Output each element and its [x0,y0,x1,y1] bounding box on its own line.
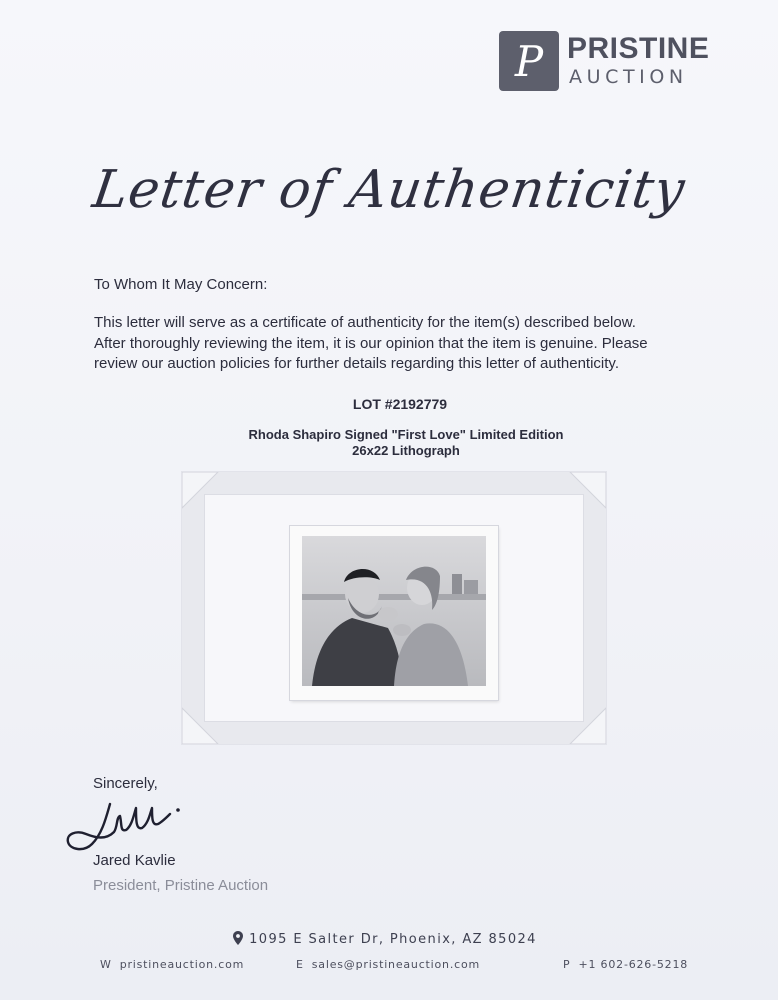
body-line: review our auction policies for further details regarding this letter of authenticity. [94,355,619,372]
email-label: E [296,958,304,971]
pristine-auction-logo [499,31,739,93]
logo-word-auction: AUCTION [569,66,688,88]
signer-name: Jared Kavlie [93,852,176,869]
footer-email[interactable] [296,958,480,971]
phone-text: +1 602-626-5218 [578,958,689,971]
footer-phone[interactable] [563,958,688,971]
website-text: pristineauction.com [119,958,245,971]
corner-protector [182,704,222,744]
corner-protector [182,472,222,512]
footer-address [0,931,770,947]
corner-protector [566,472,606,512]
location-pin-icon [233,931,243,945]
item-description [0,427,778,459]
footer-website[interactable] [100,958,244,971]
letter-body [94,313,704,375]
signer-title: President, Pristine Auction [93,877,269,894]
website-label: W [100,958,112,971]
lithograph-image [302,536,486,686]
corner-protector [566,704,606,744]
salutation: To Whom It May Concern: [94,276,268,293]
address-text: 1095 E Salter Dr, Phoenix, AZ 85024 [249,932,537,947]
item-line: 26x22 Lithograph [352,443,460,458]
body-line: This letter will serve as a certificate of authenticity for the item(s) described below. [94,314,636,331]
logo-word-pristine: PRISTINE [567,32,710,65]
svg-text:P: P [514,37,544,86]
logo-monogram [499,31,559,91]
item-line: Rhoda Shapiro Signed "First Love" Limited Edition [248,427,564,442]
letter-title: Letter of Authenticity [88,160,690,220]
lot-number: LOT #2192779 [352,396,448,412]
lithograph-artwork [290,526,498,700]
email-text: sales@pristineauction.com [311,958,481,971]
body-line: After thoroughly reviewing the item, it is our opinion that the item is genuine. Please [94,334,648,352]
signature-image [62,796,192,856]
item-photo [182,472,606,744]
closing-text: Sincerely, [93,775,158,792]
phone-label: P [563,958,571,971]
